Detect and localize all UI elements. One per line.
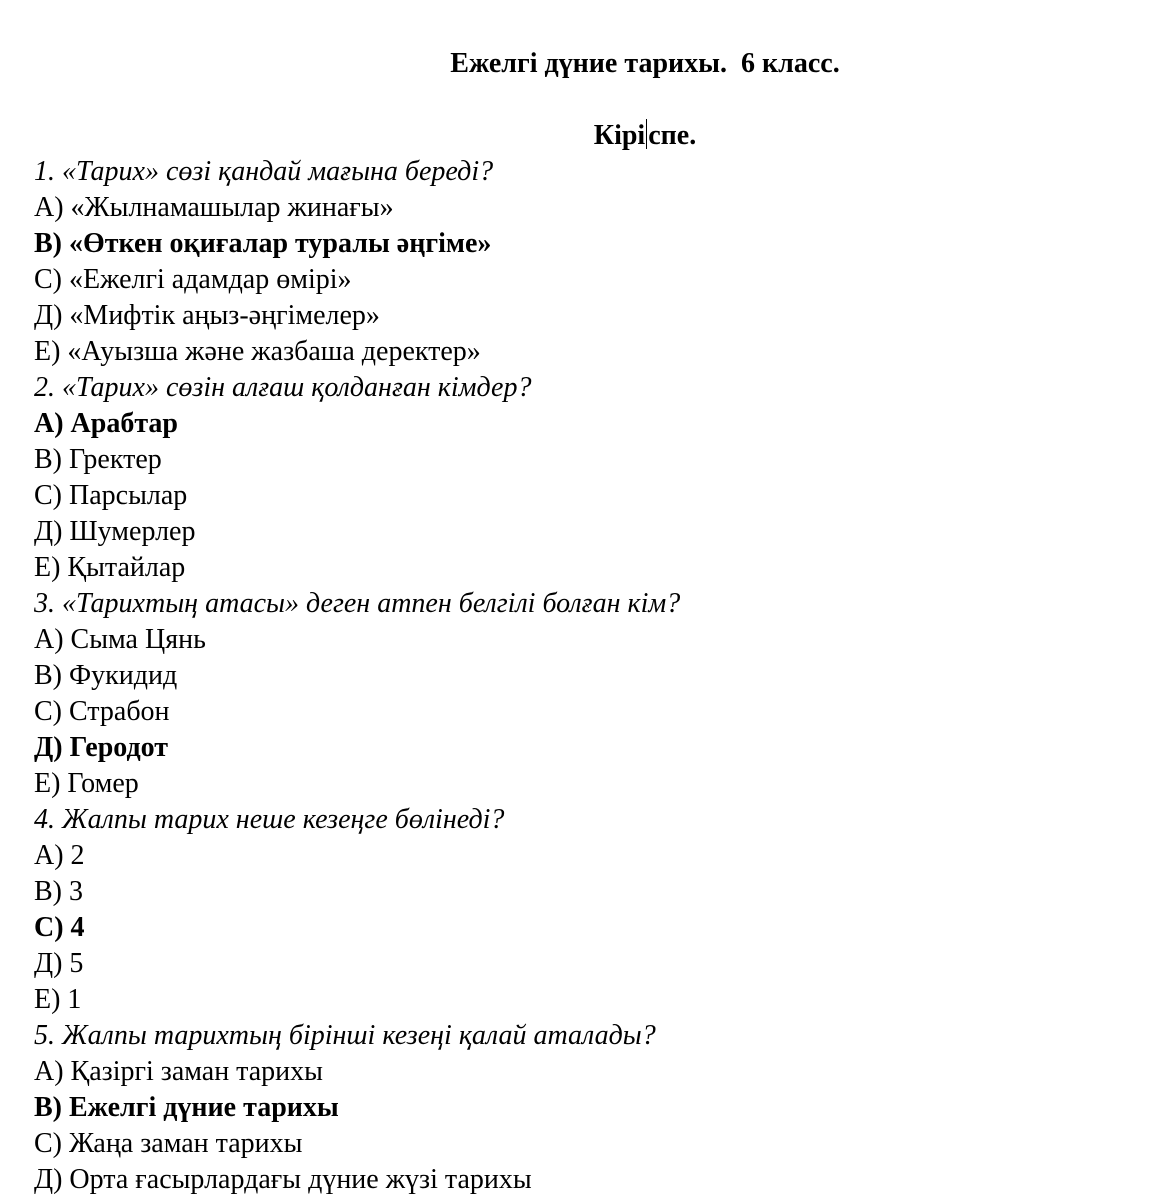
question-text: 3. «Тарихтың атасы» деген атпен белгілі болған кім? [34, 588, 681, 619]
answer-option: В) 3 [34, 876, 83, 907]
question-text: 5. Жалпы тарихтың бірінші кезеңі қалай аталады? [34, 1020, 656, 1051]
answer-option: С) Парсылар [34, 480, 188, 511]
answer-option: С) Жаңа заман тарихы [34, 1128, 303, 1159]
answer-option: Е) Қытайлар [34, 552, 186, 583]
answer-option: С) «Ежелгі адамдар өмірі» [34, 264, 352, 295]
answer-option: А) «Жылнамашылар жинағы» [34, 192, 394, 223]
answer-option-correct: В) «Өткен оқиғалар туралы әңгіме» [34, 228, 492, 259]
answer-option: А) Сыма Цянь [34, 624, 206, 655]
section-heading-part1: Кірі [593, 120, 646, 151]
answer-option: А) Қазіргі заман тарихы [34, 1056, 323, 1087]
answer-option-correct: С) 4 [34, 912, 85, 943]
question-text: 4. Жалпы тарих неше кезеңге бөлінеді? [34, 804, 505, 835]
answer-option: В) Гректер [34, 444, 162, 475]
answer-option: Е) «Ауызша және жазбаша деректер» [34, 336, 481, 367]
question-text: 2. «Тарих» сөзін алғаш қолданған кімдер? [34, 372, 532, 403]
answer-option: Д) 5 [34, 948, 84, 979]
question-list [34, 154, 1154, 1198]
answer-option: В) Фукидид [34, 660, 178, 691]
answer-option: Д) «Мифтік аңыз-әңгімелер» [34, 300, 380, 331]
answer-option-correct: А) Арабтар [34, 408, 179, 439]
answer-option-correct: Д) Геродот [34, 732, 169, 763]
question-text: 1. «Тарих» сөзі қандай мағына береді? [34, 156, 494, 187]
document-title: Ежелгі дүние тарихы. 6 класс. [450, 48, 840, 79]
answer-option: Е) Гомер [34, 768, 139, 799]
answer-option: Е) 1 [34, 984, 82, 1015]
answer-option: А) 2 [34, 840, 85, 871]
section-heading [0, 116, 1166, 156]
answer-option: Д) Шумерлер [34, 516, 196, 547]
answer-option: Д) Орта ғасырлардағы дүние жүзі тарихы [34, 1164, 532, 1195]
section-heading-part2: спе. [648, 120, 697, 151]
answer-option-correct: В) Ежелгі дүние тарихы [34, 1092, 339, 1123]
answer-option: С) Страбон [34, 696, 170, 727]
